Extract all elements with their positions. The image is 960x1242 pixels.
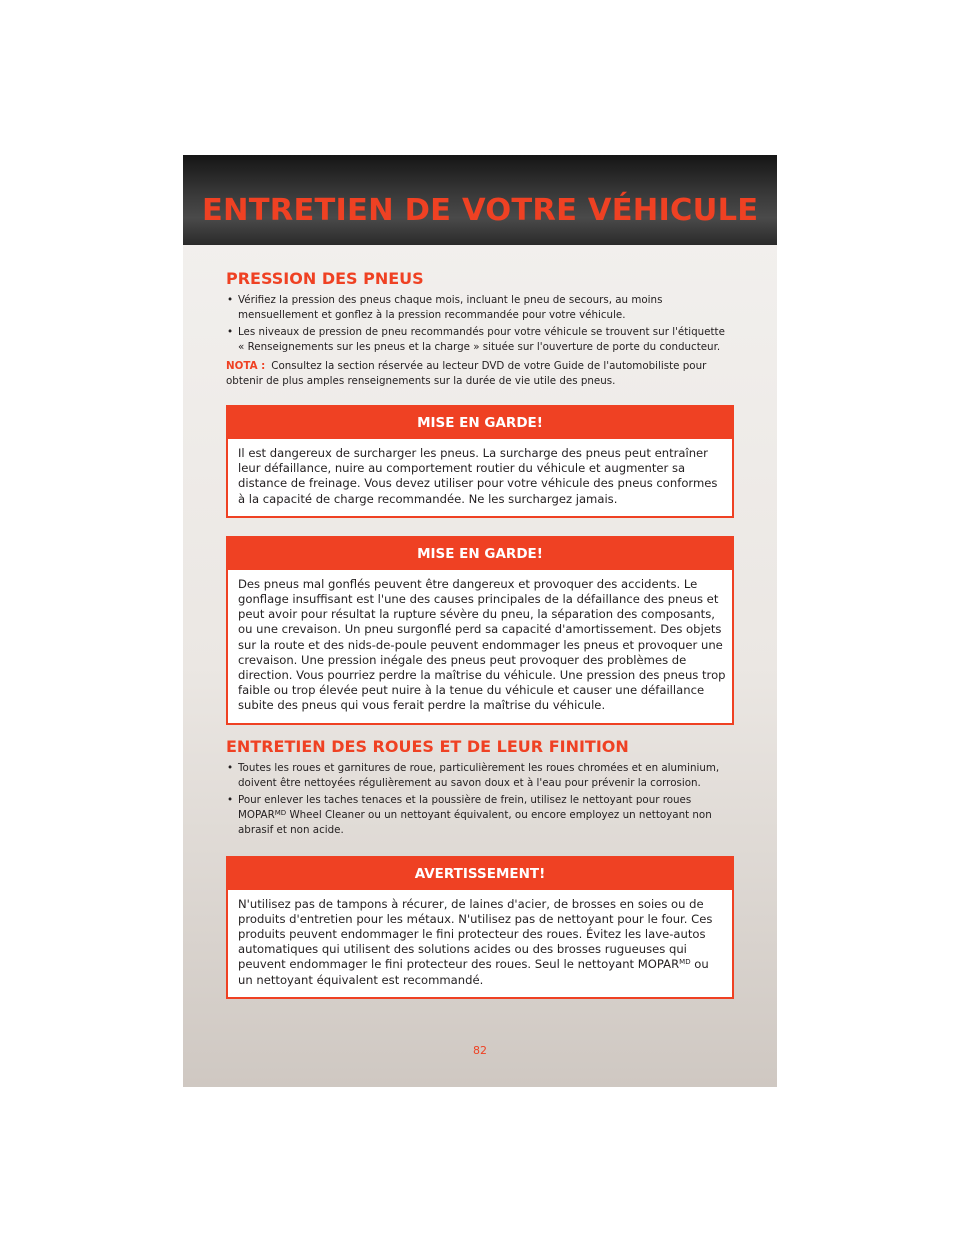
warning-title: MISE EN GARDE! [228, 407, 732, 439]
list-item [226, 793, 734, 838]
list-item-text: Wheel Cleaner ou un nettoyant équivalent, ou encore employez un nettoyant non abrasif et non acide. [238, 808, 712, 836]
caution-text-part: ou un nettoyant équivalent est recommandé. [238, 957, 709, 987]
page-content [226, 269, 734, 999]
list-item: • Toutes les roues et garnitures de roue, particulièrement les roues chromées et en aluminium, doivent être nettoyées régulièrement au savon doux et à l'eau pour prévenir la corrosion. [226, 761, 734, 791]
caution-text [228, 890, 732, 997]
caution-title: AVERTISSEMENT! [228, 858, 732, 890]
warning-title: MISE EN GARDE! [228, 538, 732, 570]
page-number: 82 [473, 1044, 487, 1057]
warning-box-overload [226, 405, 734, 518]
list-item: • Les niveaux de pression de pneu recommandés pour votre véhicule se trouvent sur l'étiquette « Renseignements sur les pneus et la charge » située sur l'ouverture de porte du conducteur. [226, 325, 734, 355]
section-title-tire-pressure: PRESSION DES PNEUS [226, 269, 424, 288]
warning-box-inflation [226, 536, 734, 725]
warning-text: Il est dangereux de surcharger les pneus. La surcharge des pneus peut entraîner leur défaillance, nuire au comportement routier du véhicule et augmenter sa distance de freinage. Vous devez utiliser pour votre véhicule des pneus conformes à la capacité de charge recommandée. Ne les surchargez jamais. [238, 446, 718, 506]
note-text: Consultez la section réservée au lecteur DVD de votre Guide de l'automobiliste pour obtenir de plus amples renseignements sur la durée de vie utile des pneus. [226, 360, 707, 387]
section-title-wheel-care: ENTRETIEN DES ROUES ET DE LEUR FINITION [226, 736, 629, 756]
caution-box-wheel-cleaning [226, 856, 734, 999]
list-item-text: Pour enlever les taches tenaces et la poussière de frein, utilisez le nettoyant pour roues MOPAR [238, 793, 692, 821]
tire-pressure-list [226, 293, 734, 355]
wheel-care-list [226, 761, 734, 838]
note-paragraph [226, 359, 734, 389]
warning-text: Des pneus mal gonflés peuvent être dangereux et provoquer des accidents. Le gonflage insuffisant est l'une des causes principales de la défaillance des pneus et peut avoir pour résultat la rupture sévère du pneu, la séparation des composants, ou une crevaison. Un pneu surgonflé perd sa capacité d'amortissement. Des objets sur la route et des nids-de-poule peuvent endommager les pneus et provoquer une crevaison. Une pression inégale des pneus peut provoquer des problèmes de direction. Vous pourriez perdre la maîtrise du véhicule. Une pression des pneus trop faible ou trop élevée peut nuire à la tenue du véhicule et causer une défaillance subite des pneus qui vous ferait perdre la maîtrise du véhicule. [238, 576, 726, 713]
list-item: • Vérifiez la pression des pneus chaque mois, incluant le pneu de secours, au moins mensuellement et gonflez à la pression recommandée pour votre véhicule. [226, 293, 734, 323]
caution-text-part: N'utilisez pas de tampons à récurer, de laines d'acier, de brosses en soies ou de produits d'entretien pour les métaux. N'utilisez pas de nettoyant pour le four. Ces produits peuvent endommager le fini protecteur des roues. Évitez les lave-autos automatiques qui utilisent des solutions acides ou des brosses rugueuses qui peuvent endommager le fini protecteur des roues. Seul le nettoyant MOPAR [238, 896, 713, 972]
header-banner [183, 155, 777, 245]
note-label: NOTA : [226, 360, 266, 372]
trademark-superscript: MD [679, 958, 691, 967]
trademark-superscript: MD [274, 808, 287, 817]
manual-page [183, 155, 777, 1087]
page-title: ENTRETIEN DE VOTRE VÉHICULE [202, 193, 759, 228]
